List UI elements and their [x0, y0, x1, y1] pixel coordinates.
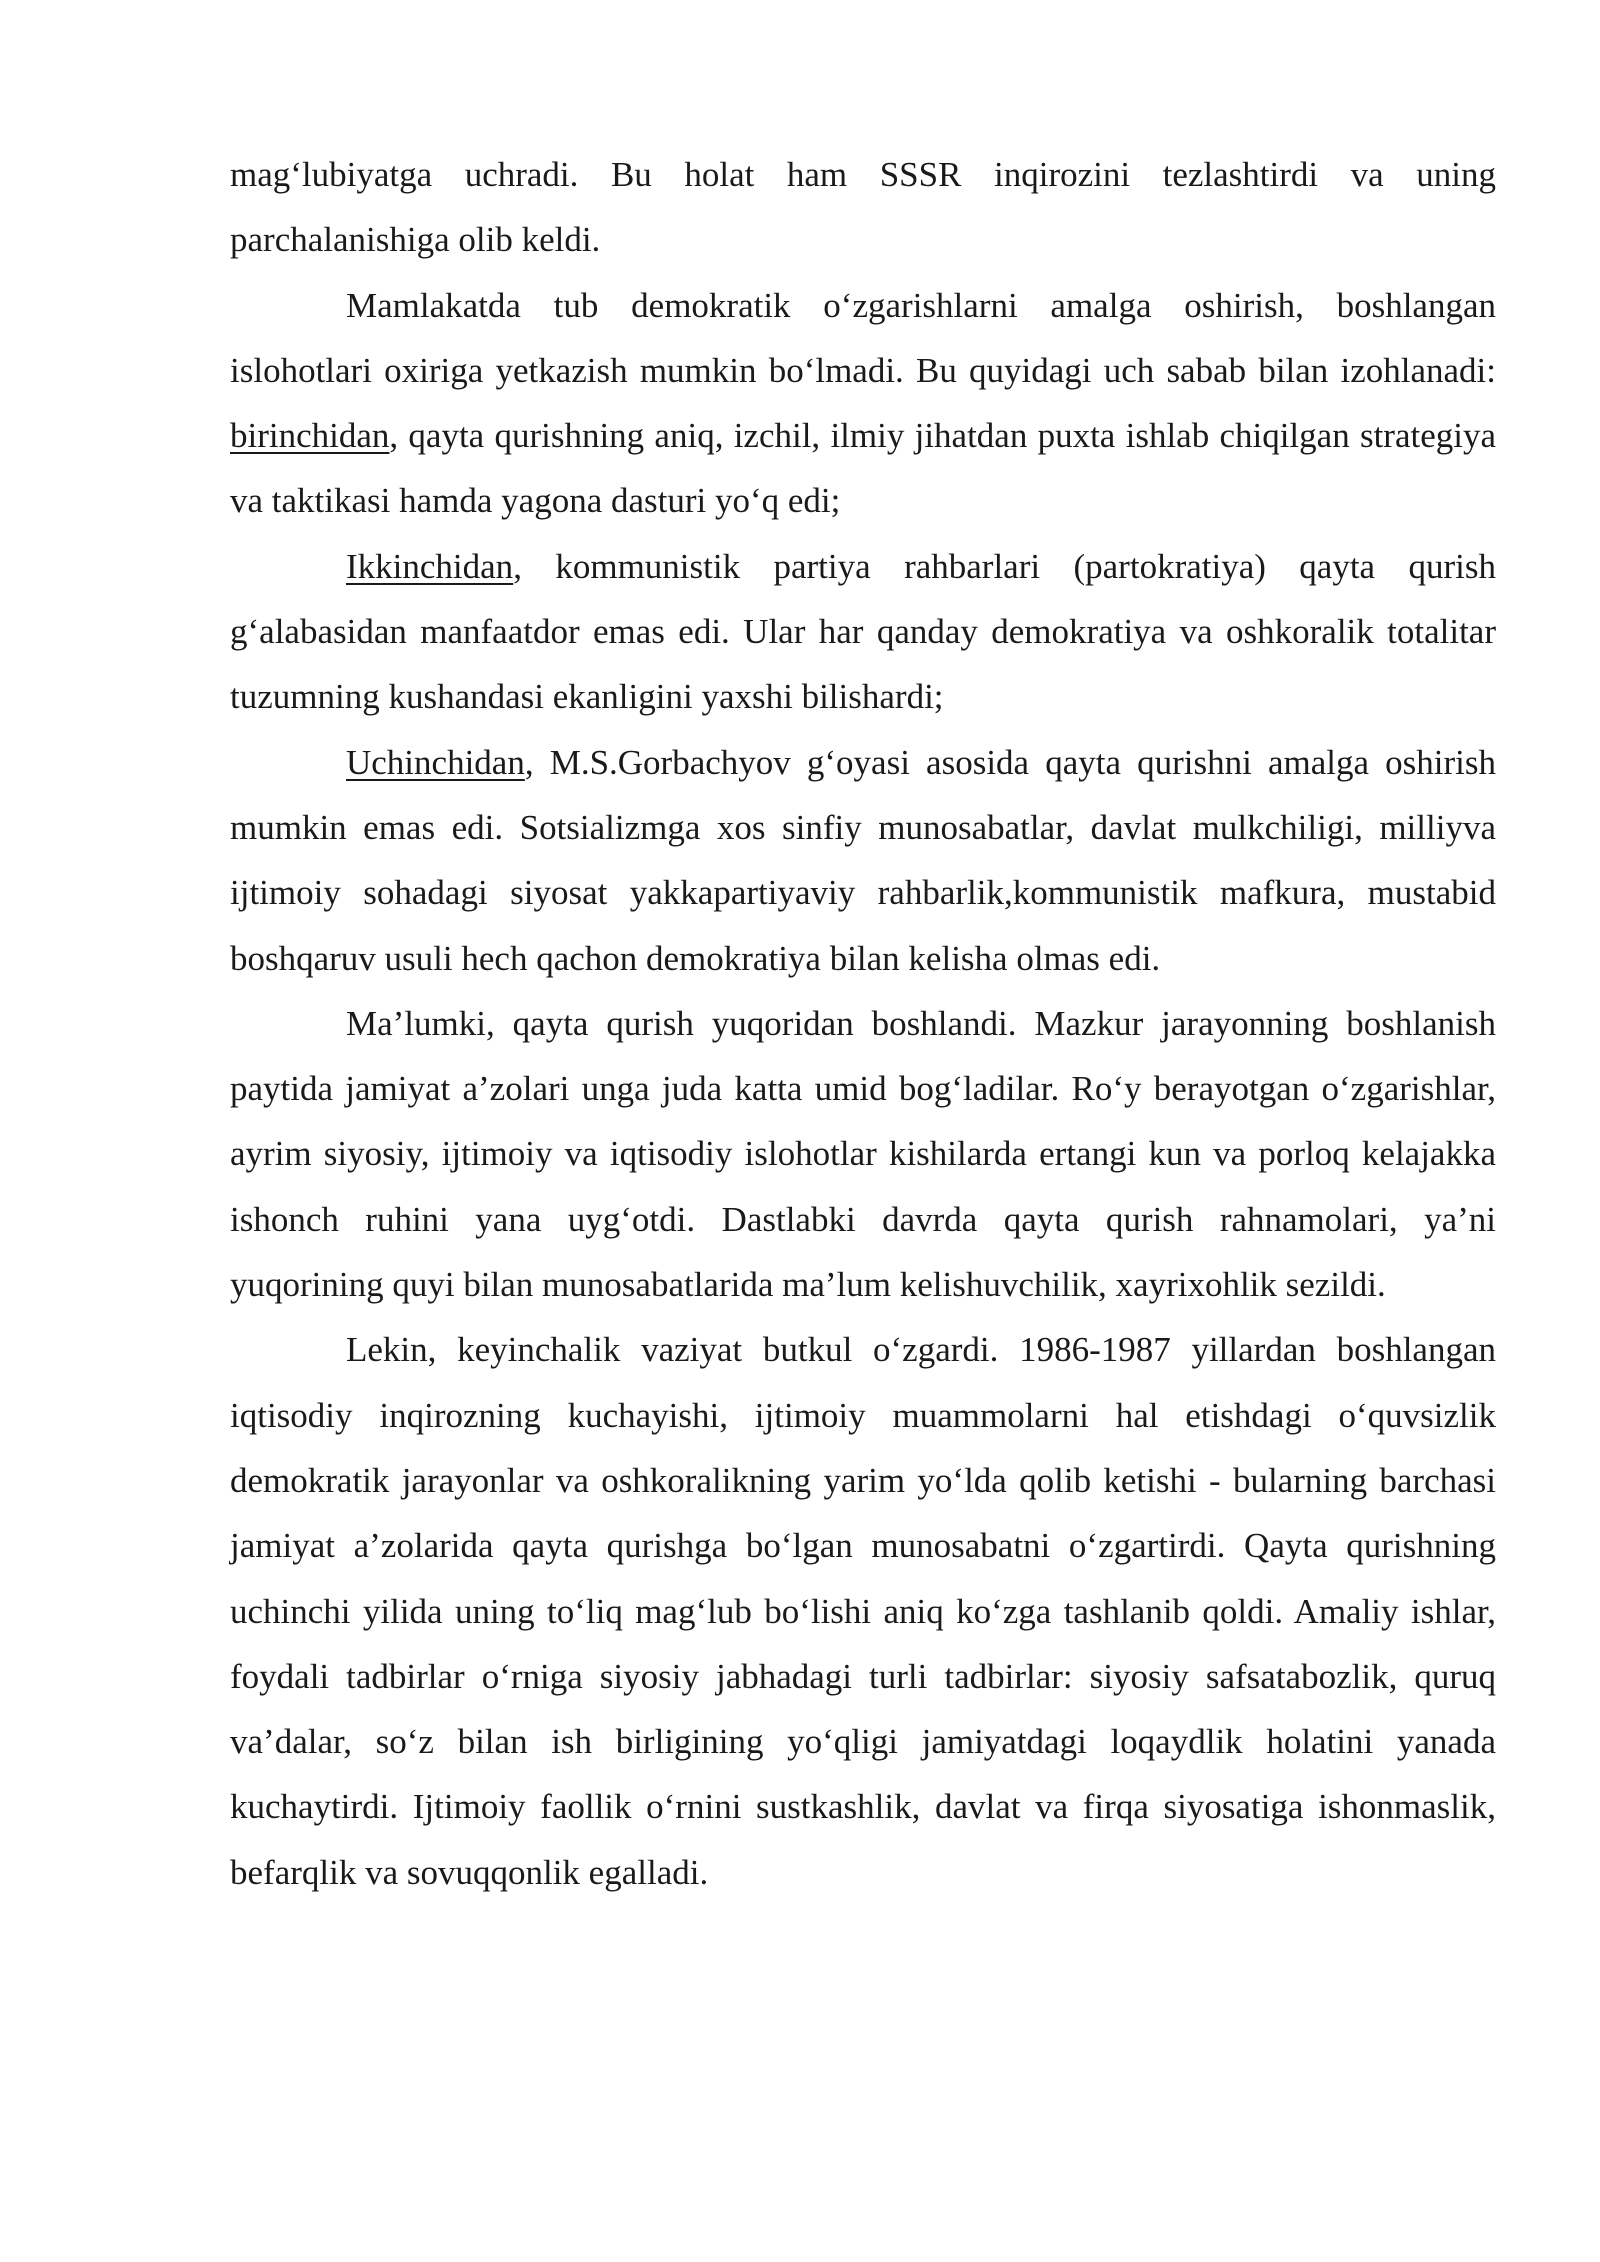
paragraph-6: [230, 1317, 1496, 1905]
paragraph-1: [230, 142, 1496, 273]
paragraph-text: Ma’lumki, qayta qurish yuqoridan boshlandi. Mazkur jarayonning boshlanish paytida jamiyat a’zolari unga juda katta umid bog‘ladilar. Ro‘y berayotgan o‘zgarishlar, ayrim siyosiy, ijtimoiy va iqtisodiy islohotlar kishilarda ertangi kun va porloq kelajakka ishonch ruhini yana uyg‘otdi. Dastlabki davrda qayta qurish rahnamolari, ya’ni yuqorining quyi bilan munosabatlarida ma’lum kelishuvchilik, xayrixohlik sezildi.: [230, 1003, 1496, 1305]
underlined-term-uchinchidan: Uchinchidan: [346, 742, 525, 782]
document-page: [230, 142, 1496, 1905]
paragraph-3: [230, 534, 1496, 730]
paragraph-text: , qayta qurishning aniq, izchil, ilmiy jihatdan puxta ishlab chiqilgan strategiya va taktikasi hamda yagona dasturi yo‘q edi;: [230, 416, 1496, 521]
paragraph-text: Mamlakatda tub demokratik o‘zgarishlarni amalga oshirish, boshlangan islohotlari oxiriga yetkazish mumkin bo‘lmadi. Bu quyidagi uch sabab bilan izohlanadi:: [230, 285, 1496, 390]
underlined-term-birinchidan: birinchidan: [230, 416, 390, 456]
paragraph-text: mag‘lubiyatga uchradi. Bu holat ham SSSR inqirozini tezlashtirdi va uning parchalanishiga olib keldi.: [230, 155, 1496, 260]
paragraph-5: [230, 991, 1496, 1317]
paragraph-text: Lekin, keyinchalik vaziyat butkul o‘zgardi. 1986-1987 yillardan boshlangan iqtisodiy inqirozning kuchayishi, ijtimoiy muammolarni hal etishdagi o‘quvsizlik demokratik jarayonlar va oshkoralikning yarim yo‘lda qolib ketishi - bularning barchasi jamiyat a’zolarida qayta qurishga bo‘lgan munosabatni o‘zgartirdi. Qayta qurishning uchinchi yilida uning to‘liq mag‘lub bo‘lishi aniq ko‘zga tashlanib qoldi. Amaliy ishlar, foydali tadbirlar o‘rniga siyosiy jabhadagi turli tadbirlar: siyosiy safsatabozlik, quruq va’dalar, so‘z bilan ish birligining yo‘qligi jamiyatdagi loqaydlik holatini yanada kuchaytirdi. Ijtimoiy faollik o‘rnini sustkashlik, davlat va firqa siyosatiga ishonmaslik, befarqlik va sovuqqonlik egalladi.: [230, 1330, 1496, 1892]
paragraph-text: , kommunistik partiya rahbarlari (partokratiya) qayta qurish g‘alabasidan manfaatdor emas edi. Ular har qanday demokratiya va oshkoralik totalitar tuzumning kushandasi ekanligini yaxshi bilishardi;: [230, 546, 1496, 717]
paragraph-4: [230, 730, 1496, 991]
paragraph-2: [230, 273, 1496, 534]
underlined-term-ikkinchidan: Ikkinchidan: [346, 546, 514, 586]
paragraph-text: , M.S.Gorbachyov g‘oyasi asosida qayta qurishni amalga oshirish mumkin emas edi. Sotsializmga xos sinfiy munosabatlar, davlat mulkchiligi, milliyva ijtimoiy sohadagi siyosat yakkapartiyaviy rahbarlik,kommunistik mafkura, mustabid boshqaruv usuli hech qachon demokratiya bilan kelisha olmas edi.: [230, 742, 1496, 978]
